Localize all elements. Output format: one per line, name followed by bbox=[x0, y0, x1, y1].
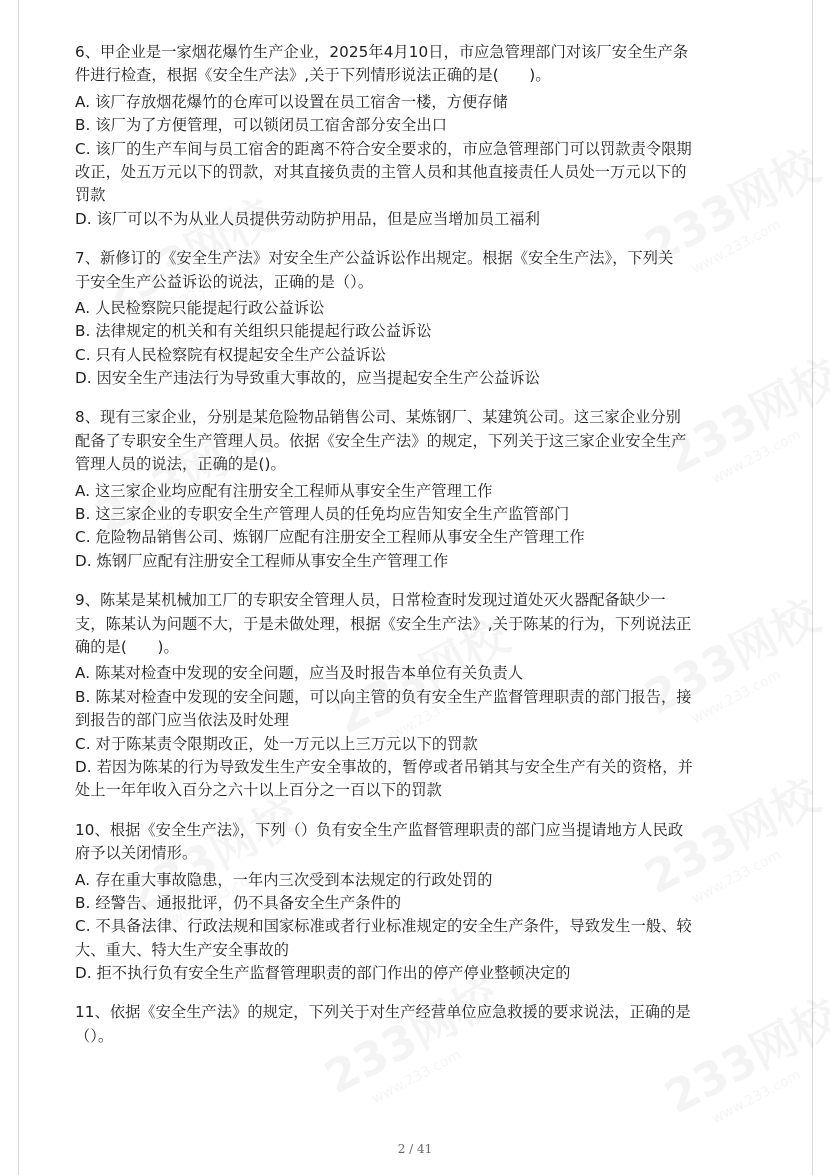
stem-line: （）。 bbox=[75, 1026, 114, 1045]
question-stem bbox=[75, 1001, 795, 1048]
option-line: 改正，处五万元以下的罚款，对其直接负责的主管人员和其他直接责任人员处一万元以下的 bbox=[75, 162, 687, 181]
question-8 bbox=[75, 406, 795, 573]
question-options bbox=[75, 480, 795, 574]
question-stem bbox=[75, 819, 795, 866]
stem-line: 8、现有三家企业，分别是某危险物品销售公司、某炼钢厂、某建筑公司。这三家企业分别 bbox=[75, 408, 681, 427]
option-line: B. 法律规定的机关和有关组织只能提起行政公益诉讼 bbox=[75, 322, 432, 341]
question-stem bbox=[75, 247, 795, 294]
question-6 bbox=[75, 41, 795, 231]
option-line: B. 这三家企业的专职安全生产管理人员的任免均应告知安全生产监管部门 bbox=[75, 505, 570, 524]
option-line: D. 炼钢厂应配有注册安全工程师从事安全生产管理工作 bbox=[75, 551, 449, 570]
option-line: C. 危险物品销售公司、炼钢厂应配有注册安全工程师从事安全生产管理工作 bbox=[75, 528, 585, 547]
option-line: 到报告的部门应当依法及时处理 bbox=[75, 711, 290, 730]
stem-line: 7、新修订的《安全生产法》对安全生产公益诉讼作出规定。根据《安全生产法》，下列关 bbox=[75, 249, 674, 268]
page-right-edge bbox=[812, 0, 813, 1175]
stem-line: 于安全生产公益诉讼的说法，正确的是（）。 bbox=[75, 272, 374, 291]
stem-line: 支，陈某认为问题不大，于是未做处理，根据《安全生产法》,关于陈某的行为，下列说法正 bbox=[75, 614, 692, 633]
question-10 bbox=[75, 819, 795, 986]
page-number: 2 / 41 bbox=[397, 1142, 433, 1156]
option-line: A. 存在重大事故隐患，一年内三次受到本法规定的行政处罚的 bbox=[75, 870, 493, 889]
option-line: A. 这三家企业均应配有注册安全工程师从事安全生产管理工作 bbox=[75, 481, 493, 500]
question-stem bbox=[75, 406, 795, 476]
question-options bbox=[75, 662, 795, 802]
option-line: D. 若因为陈某的行为导致发生生产安全事故的，暂停或者吊销其与安全生产有关的资格，并 bbox=[75, 757, 693, 776]
option-line: 罚款 bbox=[75, 186, 106, 205]
stem-line: 管理人员的说法，正确的是()。 bbox=[75, 455, 286, 474]
stem-line: 件进行检查，根据《安全生产法》,关于下列情形说法正确的是( )。 bbox=[75, 66, 551, 85]
option-line: A. 该厂存放烟花爆竹的仓库可以设置在员工宿舍一楼，方便存储 bbox=[75, 92, 508, 111]
question-stem bbox=[75, 41, 795, 88]
stem-line: 10、根据《安全生产法》，下列（）负有安全生产监督管理职责的部门应当提请地方人民政 bbox=[75, 820, 684, 839]
option-line: 大、重大、特大生产安全事故的 bbox=[75, 940, 290, 959]
option-line: B. 陈某对检查中发现的安全问题，可以向主管的负有安全生产监督管理职责的部门报告，接 bbox=[75, 687, 692, 706]
question-9 bbox=[75, 589, 795, 803]
option-line: B. 经警告、通报批评，仍不具备安全生产条件的 bbox=[75, 893, 402, 912]
stem-line: 6、甲企业是一家烟花爆竹生产企业，2025年4月10日，市应急管理部门对该厂安全生产条 bbox=[75, 43, 689, 61]
option-line: C. 对于陈某责令限期改正，处一万元以上三万元以下的罚款 bbox=[75, 734, 478, 753]
option-line: A. 陈某对检查中发现的安全问题，应当及时报告本单位有关负责人 bbox=[75, 664, 524, 683]
question-options bbox=[75, 869, 795, 986]
stem-line: 府予以关闭情形。 bbox=[75, 844, 198, 863]
option-line: C. 不具备法律、行政法规和国家标准或者行业标准规定的安全生产条件，导致发生一般、较 bbox=[75, 917, 692, 936]
page-left-edge bbox=[18, 0, 19, 1175]
document-content bbox=[75, 41, 795, 1064]
option-line: A. 人民检察院只能提起行政公益诉讼 bbox=[75, 298, 325, 317]
question-11 bbox=[75, 1001, 795, 1048]
option-line: C. 该厂的生产车间与员工宿舍的距离不符合安全要求的，市应急管理部门可以罚款责令限期 bbox=[75, 139, 692, 158]
stem-line: 确的是( )。 bbox=[75, 637, 179, 656]
question-stem bbox=[75, 589, 795, 659]
option-line: D. 拒不执行负有安全生产监督管理职责的部门作出的停产停业整顿决定的 bbox=[75, 964, 571, 983]
option-line: D. 因安全生产违法行为导致重大事故的，应当提起安全生产公益诉讼 bbox=[75, 369, 540, 388]
option-line: 处上一年年收入百分之六十以上百分之一百以下的罚款 bbox=[75, 781, 442, 800]
question-options bbox=[75, 91, 795, 231]
stem-line: 9、陈某是某机械加工厂的专职安全管理人员，日常检查时发现过道处灭火器配备缺少一 bbox=[75, 591, 666, 610]
option-line: B. 该厂为了方便管理，可以锁闭员工宿舍部分安全出口 bbox=[75, 116, 447, 135]
option-line: D. 该厂可以不为从业人员提供劳动防护用品，但是应当增加员工福利 bbox=[75, 209, 540, 228]
question-options bbox=[75, 297, 795, 391]
question-7 bbox=[75, 247, 795, 390]
stem-line: 11、依据《安全生产法》的规定，下列关于对生产经营单位应急救援的要求说法，正确的是 bbox=[75, 1003, 691, 1022]
option-line: C. 只有人民检察院有权提起安全生产公益诉讼 bbox=[75, 345, 387, 364]
stem-line: 配备了专职安全生产管理人员。依据《安全生产法》的规定，下列关于这三家企业安全生产 bbox=[75, 431, 687, 450]
